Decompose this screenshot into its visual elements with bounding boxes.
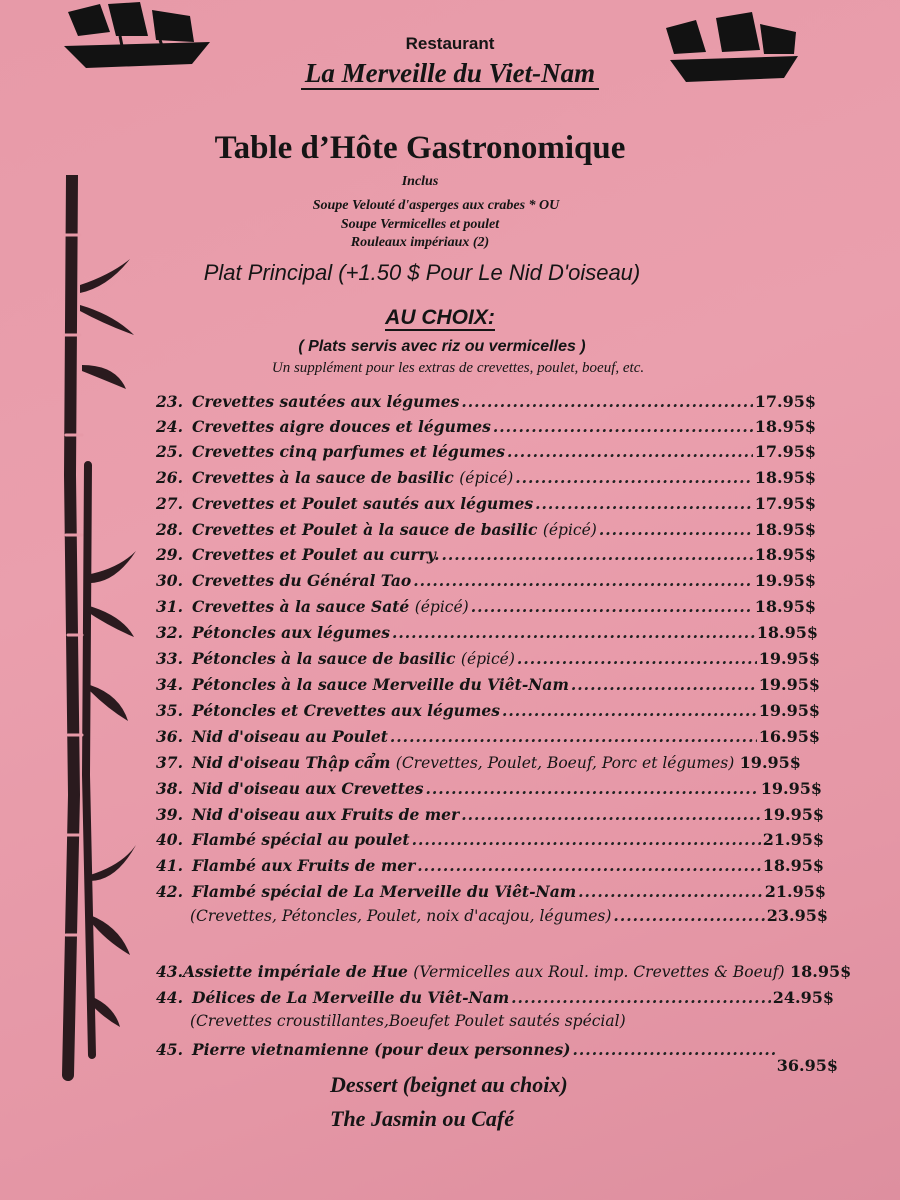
menu-item: 26. Crevettes à la sauce de basilic (épicé) ..... 18.95$: [156, 468, 816, 487]
menu-item: 33. Pétoncles à la sauce de basilic (épicé) ..... 19.95$: [156, 649, 820, 668]
menu-item: 31. Crevettes à la sauce Saté (épicé) ..... 18.95$: [156, 597, 816, 616]
menu-item: 30. Crevettes du Général Tao ..... 19.95$: [156, 571, 816, 590]
menu-title: Table d’Hôte Gastronomique: [214, 130, 626, 166]
menu-item: 36. Nid d'oiseau au Poulet ..... 16.95$: [156, 727, 820, 746]
menu-item: 43. Assiette impériale de Hue (Vermicelles aux Roul. imp. Crevettes & Boeuf) 18.95$: [156, 962, 852, 981]
dessert-line: Dessert (beignet au choix): [330, 1072, 568, 1097]
included-line-2: Soupe Vermicelles et poulet: [340, 217, 500, 232]
served-with-note: ( Plats servis avec riz ou vermicelles ): [298, 338, 586, 355]
menu-item: 24. Crevettes aigre douces et légumes ..... 18.95$: [156, 417, 816, 436]
menu-item: 27. Crevettes et Poulet sautés aux légumes ..... 17.95$: [156, 494, 816, 513]
menu-item: 37. Nid d'oiseau Thập cẩm (Crevettes, Poulet, Boeuf, Porc et légumes) 19.95$: [156, 753, 801, 772]
menu-item: 29. Crevettes et Poulet au curry. ..... 18.95$: [156, 545, 816, 564]
menu-item: 41. Flambé aux Fruits de mer ..... 18.95$: [156, 856, 824, 875]
included-line-3: Rouleaux impériaux (2): [350, 235, 490, 250]
menu-item: 35. Pétoncles et Crevettes aux légumes ..... 19.95$: [156, 701, 820, 720]
supplement-note: Un supplément pour les extras de crevettes, poulet, boeuf, etc.: [271, 360, 645, 376]
menu-item: 38. Nid d'oiseau aux Crevettes ..... 19.95$: [156, 779, 822, 798]
main-course-line: Plat Principal (+1.50 $ Pour Le Nid D'oiseau): [203, 260, 641, 285]
au-choix-heading: AU CHOIX:: [385, 306, 495, 329]
included-label: Inclus: [401, 174, 439, 189]
menu-item: 32. Pétoncles aux légumes ..... 18.95$: [156, 623, 818, 642]
included-line-1: Soupe Velouté d'asperges aux crabes * OU: [312, 198, 560, 213]
menu-item: 42. Flambé spécial de La Merveille du Viêt-Nam ..... 21.95$: [156, 882, 826, 901]
menu-item: 25. Crevettes cinq parfumes et légumes ..... 17.95$: [156, 442, 816, 461]
menu-item: 34. Pétoncles à la sauce Merveille du Viêt-Nam ..... 19.95$: [156, 675, 820, 694]
menu-item: 40. Flambé spécial au poulet ..... 21.95$: [156, 830, 824, 849]
menu-item: 45. Pierre vietnamienne (pour deux personnes) ..... 36.95$: [156, 1040, 838, 1059]
restaurant-label: Restaurant: [405, 34, 495, 53]
restaurant-name: La Merveille du Viet-Nam: [0, 58, 900, 89]
menu-item: 28. Crevettes et Poulet à la sauce de basilic (épicé) ..... 18.95$: [156, 520, 816, 539]
menu-item-variant: (Crevettes, Pétoncles, Poulet, noix d'acajou, légumes) ..... 23.95$: [190, 906, 828, 925]
menu-item: 44. Délices de La Merveille du Viêt-Nam ..... 24.95$: [156, 988, 834, 1007]
drink-line: The Jasmin ou Café: [330, 1106, 514, 1131]
menu-item-description: (Crevettes croustillantes,Boeufet Poulet sautés spécial): [190, 1012, 626, 1030]
menu-item: 39. Nid d'oiseau aux Fruits de mer ..... 19.95$: [156, 805, 824, 824]
menu-item: 23. Crevettes sautées aux légumes ..... 17.95$: [156, 392, 816, 411]
